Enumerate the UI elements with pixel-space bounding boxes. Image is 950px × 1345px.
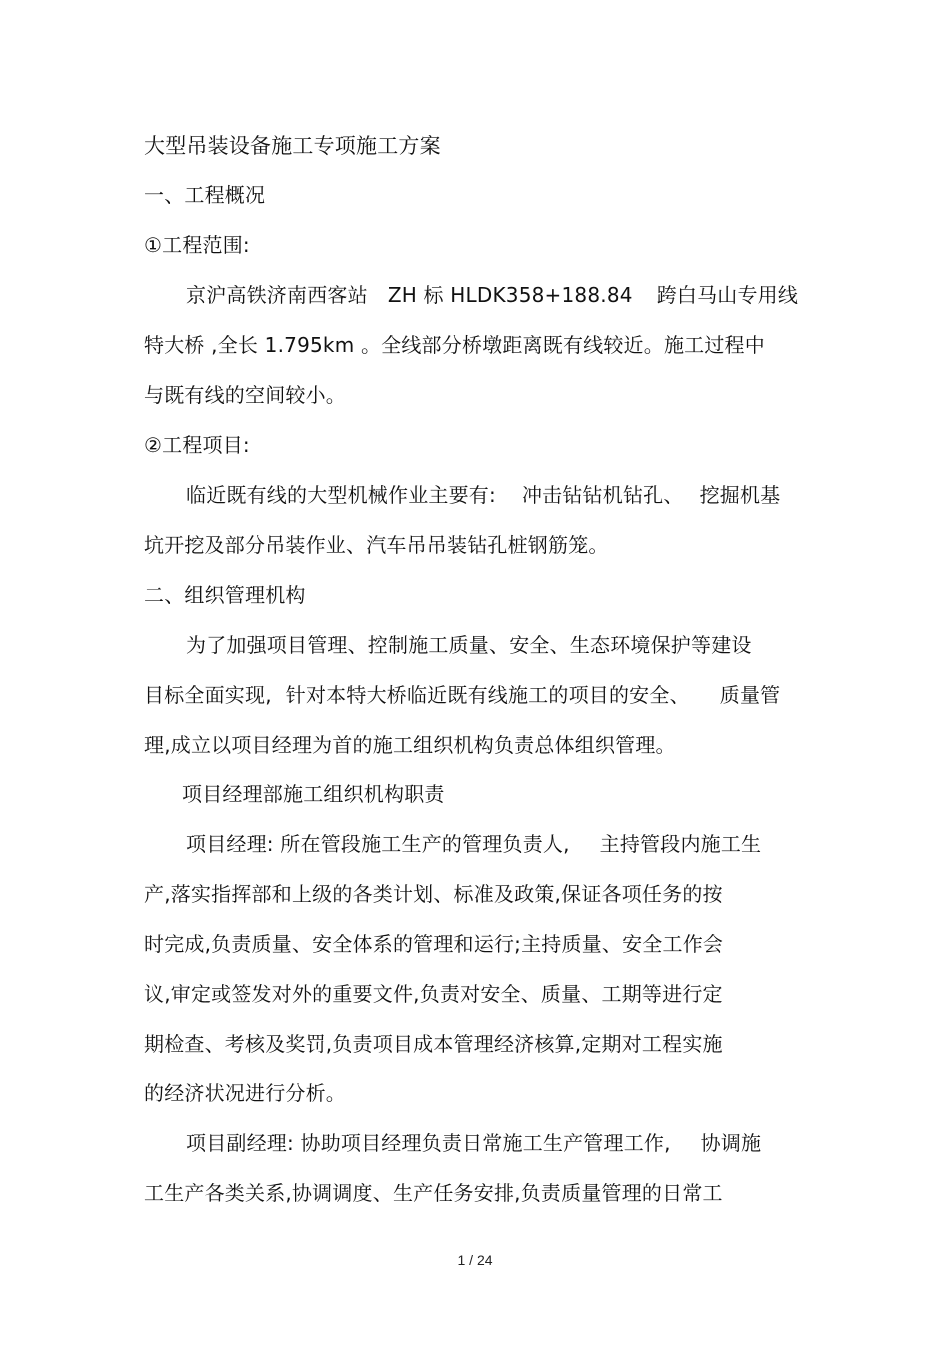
text-span: 挖掘机基: [699, 483, 781, 507]
paragraph-items-line-2: 坑开挖及部分吊装作业、汽车吊吊装钻孔桩钢筋笼。: [144, 533, 609, 557]
text-span: 项目副经理: 协助项目经理负责日常施工生产管理工作,: [186, 1131, 671, 1155]
paragraph-deputy-line-2: 工生产各类关系,协调调度、生产任务安排,负责质量管理的日常工: [144, 1181, 723, 1205]
subheading-scope: ①工程范围:: [144, 233, 250, 257]
text-span: ZH 标 HLDK358+188.84: [387, 283, 633, 307]
paragraph-org-line-3: 理,成立以项目经理为首的施工组织机构负责总体组织管理。: [144, 733, 676, 757]
paragraph-manager-line-4: 议,审定或签发对外的重要文件,负责对安全、质量、工期等进行定: [144, 982, 723, 1006]
text-span: 临近既有线的大型机械作业主要有:: [186, 483, 496, 507]
paragraph-scope-line-1: [186, 283, 798, 307]
paragraph-manager-line-1: [186, 832, 761, 856]
text-span: 项目经理: 所在管段施工生产的管理负责人,: [186, 832, 570, 856]
page-indicator: 1 / 24: [457, 1252, 493, 1268]
document-title: 大型吊装设备施工专项施工方案: [144, 134, 441, 158]
paragraph-org-line-1: 为了加强项目管理、控制施工质量、安全、生态环境保护等建设: [186, 633, 752, 657]
text-span: 跨白马山专用线: [656, 283, 799, 307]
paragraph-manager-line-6: 的经济状况进行分析。: [144, 1081, 346, 1105]
subheading-responsibilities: 项目经理部施工组织机构职责: [182, 782, 445, 806]
text-span: 冲击钻钻机钻孔、: [521, 483, 684, 507]
section-heading-organization: 二、组织管理机构: [144, 583, 306, 607]
text-span: 目标全面实现,: [144, 683, 272, 707]
subheading-items: ②工程项目:: [144, 433, 250, 457]
section-heading-overview: 一、工程概况: [144, 183, 266, 207]
text-span: 针对本特大桥临近既有线施工的项目的安全、: [285, 683, 690, 707]
paragraph-scope-line-3: 与既有线的空间较小。: [144, 383, 346, 407]
paragraph-scope-line-2: 特大桥 ,全长 1.795km 。全线部分桥墩距离既有线较近。施工过程中: [144, 333, 765, 357]
paragraph-items-line-1: [186, 483, 780, 507]
paragraph-deputy-line-1: [186, 1131, 761, 1155]
paragraph-manager-line-2: 产,落实指挥部和上级的各类计划、标准及政策,保证各项任务的按: [144, 882, 723, 906]
paragraph-org-line-2: [144, 683, 780, 707]
paragraph-manager-line-3: 时完成,负责质量、安全体系的管理和运行;主持质量、安全工作会: [144, 932, 724, 956]
text-span: 质量管: [719, 683, 781, 707]
paragraph-manager-line-5: 期检查、考核及奖罚,负责项目成本管理经济核算,定期对工程实施: [144, 1032, 723, 1056]
text-span: 主持管段内施工生: [599, 832, 762, 856]
text-span: 京沪高铁济南西客站: [186, 283, 368, 307]
text-span: 协调施: [700, 1131, 762, 1155]
